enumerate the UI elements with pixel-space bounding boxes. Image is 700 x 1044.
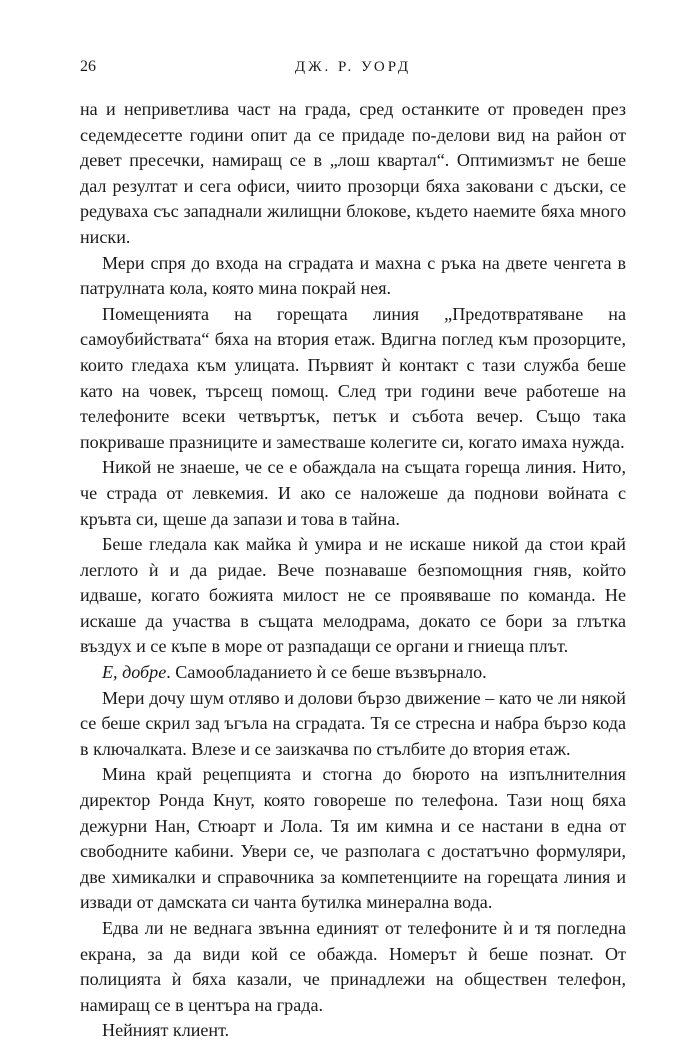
italic-phrase: Е, добре xyxy=(102,662,167,683)
paragraph: Помещенията на горещата линия „Предотвратяване на самоубийствата“ бяха на втория етаж. Вдигна поглед към прозорците, които гледаха към улицата. Първият ѝ контакт с тази служба беше като на човек, търсещ помощ. След три години вече работеше на телефоните всеки четвъртък, петък и събота вечер. Също така покриваше празниците и заместваше колегите си, когато имаха нужда. xyxy=(80,303,626,452)
paragraph: Мина край рецепцията и стогна до бюрото на изпълнителния директор Ронда Кнут, която говореше по телефона. Тази нощ бяха дежурни Нан, Стюарт и Лола. Тя им кимна и се настани в една от свободните кабини. Увери се, че разполага с достатъчно формуляри, две химикалки и справочника за компетенциите на горещата линия и извади от дамската си чанта бутилка минерална вода. xyxy=(80,764,626,913)
paragraph: Едва ли не веднага звънна единият от телефоните ѝ и тя погледна екрана, за да види кой се обажда. Номерът ѝ беше познат. От полицията ѝ бяха казали, че принадлежи на обществен телефон, намиращ се в центъра на града. xyxy=(80,918,626,1015)
paragraph: Беше гледала как майка ѝ умира и не искаше никой да стои край леглото ѝ и да ридае. Вече познаваше безпомощния гняв, който идваше, когато божията милост не се проявяваше по команда. Не искаше да участва в същата мелодрама, докато се бори за глътка въздух и се къпе в море от разпадащи се органи и гниеща плът. xyxy=(80,534,626,657)
paragraph-text: . Самообладанието ѝ се беше възвърнало. xyxy=(166,662,487,683)
paragraph: Мери спря до входа на сградата и махна с ръка на двете ченгета в патрулната кола, която мина покрай нея. xyxy=(80,252,626,299)
running-head-author: ДЖ. Р. УОРД xyxy=(294,59,412,75)
paragraph: Мери дочу шум отляво и долови бързо движение – като че ли някой се беше скрил зад ъгъла на сградата. Тя се стресна и набра бързо кода в ключалката. Влезе и се заизкачва по стълбите до втория етаж. xyxy=(80,687,626,759)
paragraph: Никой не знаеше, че се е обаждала на същата гореща линия. Нито, че страда от левкемия. И ако се наложеше да поднови войната с кръвта си, щеше да запази и това в тайна. xyxy=(80,457,626,529)
running-head xyxy=(80,58,626,78)
paragraph xyxy=(80,660,626,686)
paragraph: на и неприветлива част на града, сред останките от проведен през седемдесетте години опит да се придаде по-делови вид на район от девет пресечки, намиращ се в „лош квартал“. Оптимизмът не беше дал резултат и сега офиси, чиито прозорци бяха заковани с дъски, се редуваха със западнали жилищни блокове, където наемите бяха много ниски. xyxy=(80,99,626,247)
body-text xyxy=(80,97,626,1044)
book-page xyxy=(80,0,626,1041)
paragraph: Нейният клиент. xyxy=(102,1020,230,1041)
page-number: 26 xyxy=(80,58,96,75)
